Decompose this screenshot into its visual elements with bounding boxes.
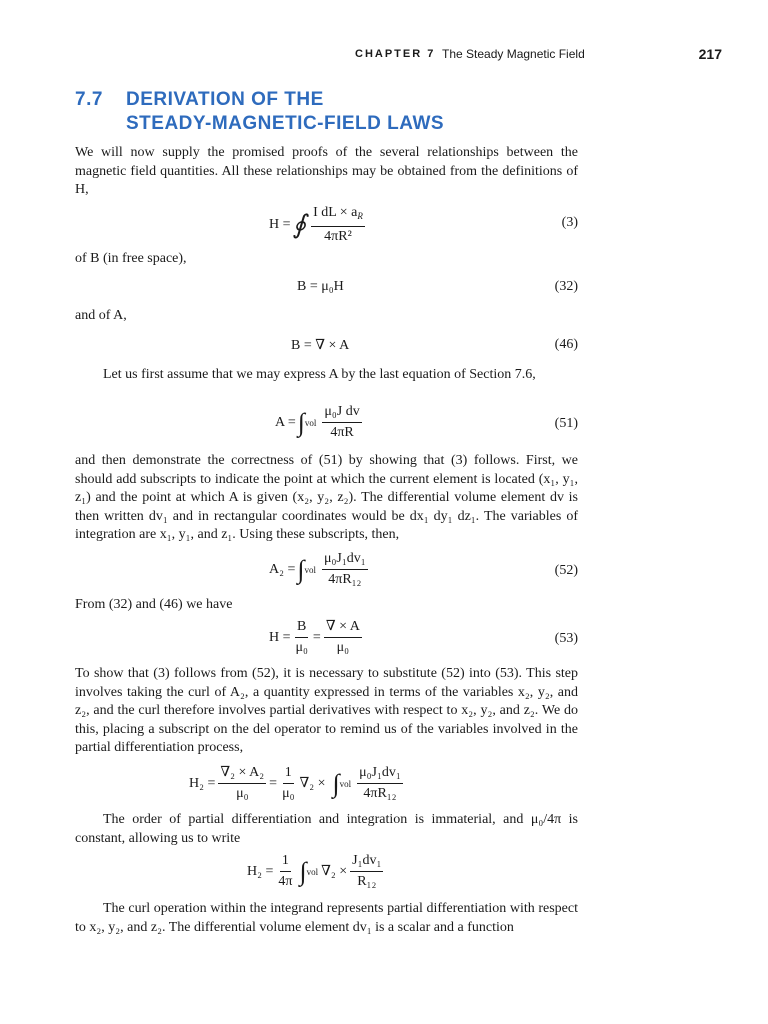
eq55-f1-denominator: 4π: [278, 874, 293, 889]
eq32-text: B = μ₀H: [297, 279, 344, 294]
eq32-tag: (32): [554, 279, 578, 294]
equation-52: [75, 551, 578, 591]
paragraph-1: We will now supply the promised proofs of the several relationships between the magnetic field quantities. All these relationships may be obtained from the definitions of H,: [75, 145, 578, 198]
integral-symbol: ∫: [297, 407, 305, 437]
eq52-limit: vol: [304, 564, 317, 575]
eq52-denominator: 4πR₁₂: [328, 572, 362, 587]
eq55-del-cross: ∇₂ ×: [321, 864, 348, 879]
eq46-text: B = ∇ × A: [291, 338, 350, 353]
eq53-f1-denominator: μ₀: [295, 640, 308, 655]
paragraph-2: of B (in free space),: [75, 251, 187, 266]
paragraph-7: To show that (3) follows from (52), it is necessary to substitute (52) into (53). This step involves taking the curl of A₂, a quantity expressed in terms of the variables x₂, y₂, and z₂, and the curl therefore involves partial derivatives with respect to x₂, y₂, and z₂. We do this, placing a subscript on the del operator to remind us of the variables involved in the partial differentiation process,: [75, 666, 578, 756]
eq3-denominator: 4πR²: [324, 229, 352, 244]
equation-53: [75, 619, 578, 659]
paragraph-6: From (32) and (46) we have: [75, 597, 233, 612]
eq54-equals: =: [269, 775, 278, 791]
page-header: [0, 46, 768, 66]
eq51-fraction: [322, 404, 361, 441]
section-number: 7.7: [75, 89, 103, 110]
paragraph-8: The order of partial differentiation and integration is immaterial, and μ₀/4π is constant, allowing us to write: [75, 812, 578, 846]
eq53-lhs: H =: [269, 629, 291, 645]
eq55-f2-denominator: R₁₂: [357, 874, 377, 889]
eq52-numerator: μ₀J₁dv₁: [322, 551, 368, 570]
eq55-fraction-1: [276, 853, 294, 890]
eq3-tag: (3): [561, 215, 578, 230]
equation-51: [75, 404, 578, 444]
eq52-tag: (52): [554, 563, 578, 578]
eq53-tag: (53): [554, 631, 578, 646]
eq54-f1-denominator: μ₀: [236, 786, 249, 801]
eq51-numerator: μ₀J dv: [322, 404, 361, 423]
eq54-fraction-1: [218, 765, 266, 802]
eq54-lhs: H₂ =: [189, 775, 216, 791]
chapter-label: CHAPTER 7: [355, 48, 436, 60]
paragraph-5: and then demonstrate the correctness of (51) by showing that (3) follows. First, we should add subscripts to indicate the point at which the current element is located (x₁, y₁, z₁) and the point at which A is given (x₂, y₂, z₂). The differential volume element dv is then written dv₁ and in rectangular coordinates would be dx₁ dy₁ dz₁. The variables of integration are x₁, y₁, and z₁. Using these subscripts, then,: [75, 453, 578, 543]
equation-32: [75, 274, 578, 300]
eq54-fraction-2: [280, 765, 296, 802]
eq46-tag: (46): [554, 337, 578, 352]
eq3-fraction: [311, 205, 365, 245]
eq53-f2-denominator: μ₀: [336, 640, 350, 655]
eq52-lhs: A₂ =: [269, 561, 296, 577]
equation-curl-a2: [75, 765, 578, 805]
eq54-fraction-3: [357, 765, 403, 802]
eq55-limit: vol: [306, 866, 319, 877]
eq51-lhs: A =: [275, 414, 296, 430]
eq53-fraction-1: [294, 619, 310, 656]
paragraph-4: Let us first assume that we may express A by the last equation of Section 7.6,: [103, 367, 536, 382]
paragraph-3: and of A,: [75, 308, 127, 323]
eq51-limit: vol: [304, 417, 317, 428]
equation-3: [75, 205, 578, 244]
eq55-fraction-2: [350, 853, 383, 890]
integral-symbol: ∫: [297, 554, 305, 584]
eq53-f1-numerator: B: [295, 619, 308, 638]
eq55-lhs: H₂ =: [247, 863, 274, 879]
eq55-f2-numerator: J₁dv₁: [350, 853, 383, 872]
chapter-title: The Steady Magnetic Field: [442, 47, 585, 61]
eq51-denominator: 4πR: [330, 425, 354, 440]
integral-symbol: ∫: [299, 856, 307, 886]
eq54-f2-numerator: 1: [283, 765, 294, 784]
eq55-f1-numerator: 1: [280, 853, 291, 872]
page-number: 217: [698, 46, 722, 62]
section-title-line2: STEADY-MAGNETIC-FIELD LAWS: [126, 113, 445, 134]
equation-46: [75, 332, 578, 358]
eq53-fraction-2: [324, 619, 362, 656]
section-title-line1: DERIVATION OF THE: [126, 89, 324, 110]
eq53-f2-numerator: ∇ × A: [324, 619, 362, 638]
eq54-f3-denominator: 4πR₁₂: [363, 786, 397, 801]
section-heading: [75, 88, 444, 136]
eq3-numerator: I dL × a: [313, 205, 358, 220]
eq52-fraction: [322, 551, 368, 588]
integral-symbol: ∫: [332, 768, 340, 798]
eq54-limit: vol: [339, 778, 352, 789]
eq3-lhs: H =: [269, 217, 291, 232]
equation-curl-integral: [75, 853, 578, 895]
eq3-numerator-sub: R: [357, 211, 363, 221]
eq53-equals: =: [312, 629, 321, 645]
eq54-f2-denominator: μ₀: [282, 786, 295, 801]
eq51-tag: (51): [554, 416, 578, 431]
contour-integral-symbol: ∮: [292, 210, 307, 239]
eq54-del-cross: ∇₂ ×: [299, 776, 326, 791]
eq54-f3-numerator: μ₀J₁dv₁: [357, 765, 403, 784]
paragraph-9: The curl operation within the integrand represents partial differentiation with respect to x₂, y₂, and z₂. The differential volume element dv₁ is a scalar and a function: [75, 901, 578, 935]
eq54-f1-numerator: ∇₂ × A₂: [218, 765, 266, 784]
